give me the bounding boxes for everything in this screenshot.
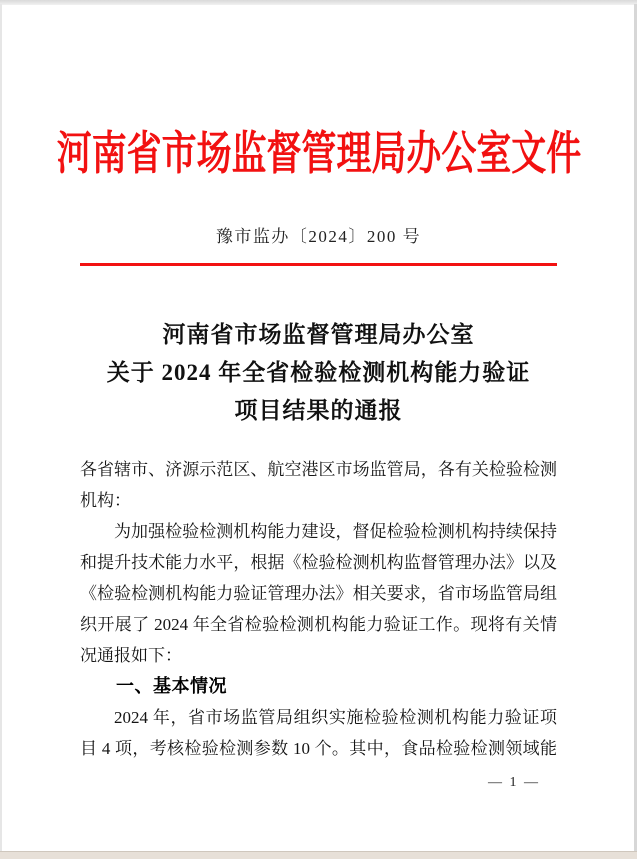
body-line: 况通报如下： [80, 646, 182, 665]
document-body [80, 454, 557, 764]
body-line: 各省辖市、济源示范区、航空港区市场监管局，各有关检验检测 [80, 460, 557, 479]
body-line: 和提升技术能力水平，根据《检验检测机构监督管理办法》以及 [80, 553, 557, 572]
page-number: — 1 — [488, 775, 540, 790]
section-heading: 一、基本情况 [116, 676, 227, 696]
body-line: 机构： [80, 491, 131, 510]
red-header-banner [56, 128, 581, 180]
body-line: 2024 年，省市场监管局组织实施检验检测机构能力验证项 [114, 708, 557, 727]
title-line-3: 项目结果的通报 [234, 398, 403, 423]
body-line: 织开展了 2024 年全省检验检测机构能力验证工作。现将有关情 [80, 615, 557, 634]
title-line-1: 河南省市场监督管理局办公室 [162, 322, 475, 347]
doc-number: 豫市监办〔2024〕200 号 [215, 227, 422, 246]
body-line: 目 4 项，考核检验检测参数 10 个。其中，食品检验检测领域能 [80, 739, 557, 758]
body-line: 为加强检验检测机构能力建设，督促检验检测机构持续保持 [114, 522, 557, 541]
red-header-title: 河南省市场监督管理局办公室文件 [56, 128, 581, 179]
page-edge-left [0, 4, 2, 859]
document-content [56, 0, 581, 791]
document-title [80, 316, 557, 430]
title-line-2: 关于 2024 年全省检验检测机构能力验证 [106, 360, 531, 385]
red-divider-line [80, 263, 557, 266]
body-line: 《检验检测机构能力验证管理办法》相关要求，省市场监管局组 [80, 584, 557, 603]
page-edge-bottom [0, 851, 637, 859]
